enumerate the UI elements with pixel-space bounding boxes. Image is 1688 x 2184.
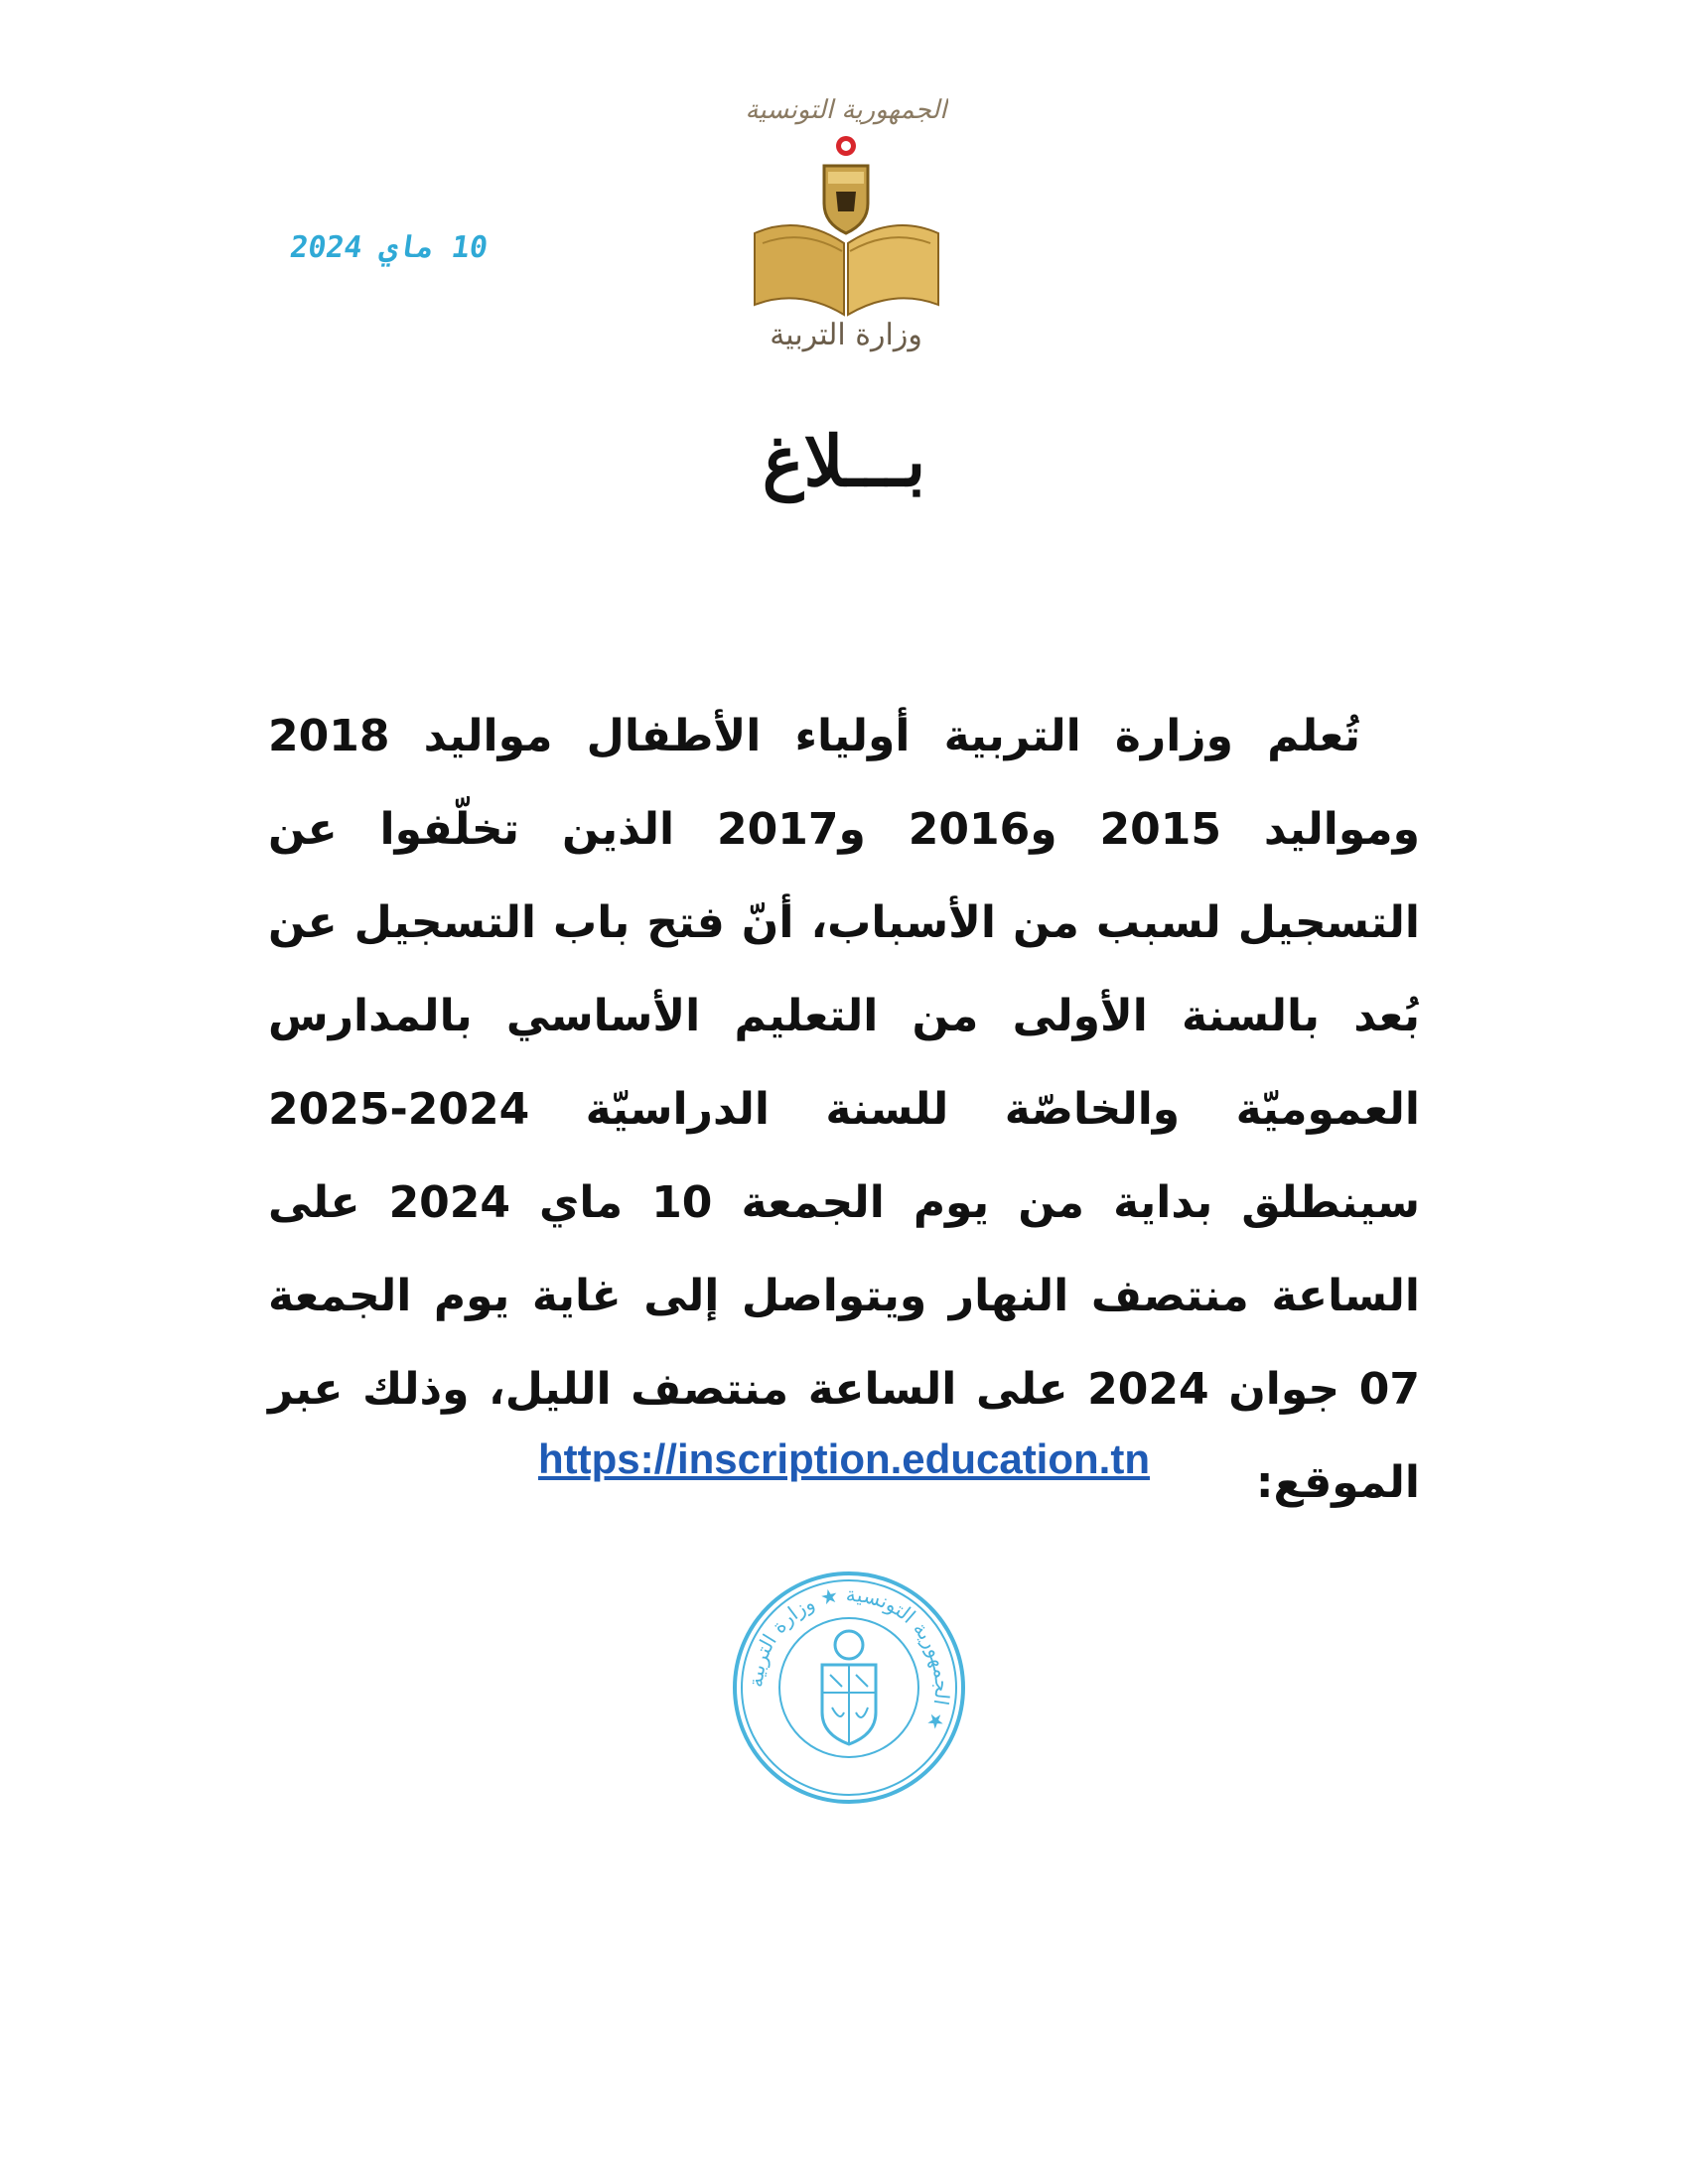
ministry-logo — [745, 84, 948, 352]
document-title: بـــلاغ — [762, 420, 926, 502]
official-seal-icon — [725, 1564, 973, 1812]
official-seal — [725, 1564, 973, 1812]
svg-text:وزارة التربية: وزارة التربية — [770, 318, 922, 352]
announcement-body: تُعلم وزارة التربية أولياء الأطفال مواليد 2018 ومواليد 2015 و2016 و2017 الذين تخلّفوا عن التسجيل لسبب من الأسباب، أنّ فتح باب التسجيل عن بُعد بالسنة الأولى من التعليم الأساسي بالمدارس العموميّة والخاصّة للسنة الدراسيّة 2024-2025 سينطلق بداية من يوم الجمعة 10 ماي 2024 على الساعة منتصف النهار ويتواصل إلى غاية يوم الجمعة 07 جوان 2024 على الساعة منتصف الليل، وذلك عبر الموقع: — [268, 711, 1420, 1508]
svg-text:الجمهورية التونسية: الجمهورية التونسية — [745, 95, 947, 125]
svg-text:الجمهورية التونسية ★ وزارة الت: الجمهورية التونسية ★ وزارة التربية ★ — [743, 1581, 955, 1734]
date-stamp: 10 ماي 2024 — [287, 230, 491, 265]
registration-link[interactable]: https://inscription.education.tn — [538, 1435, 1150, 1482]
ministry-emblem-icon — [745, 84, 948, 352]
